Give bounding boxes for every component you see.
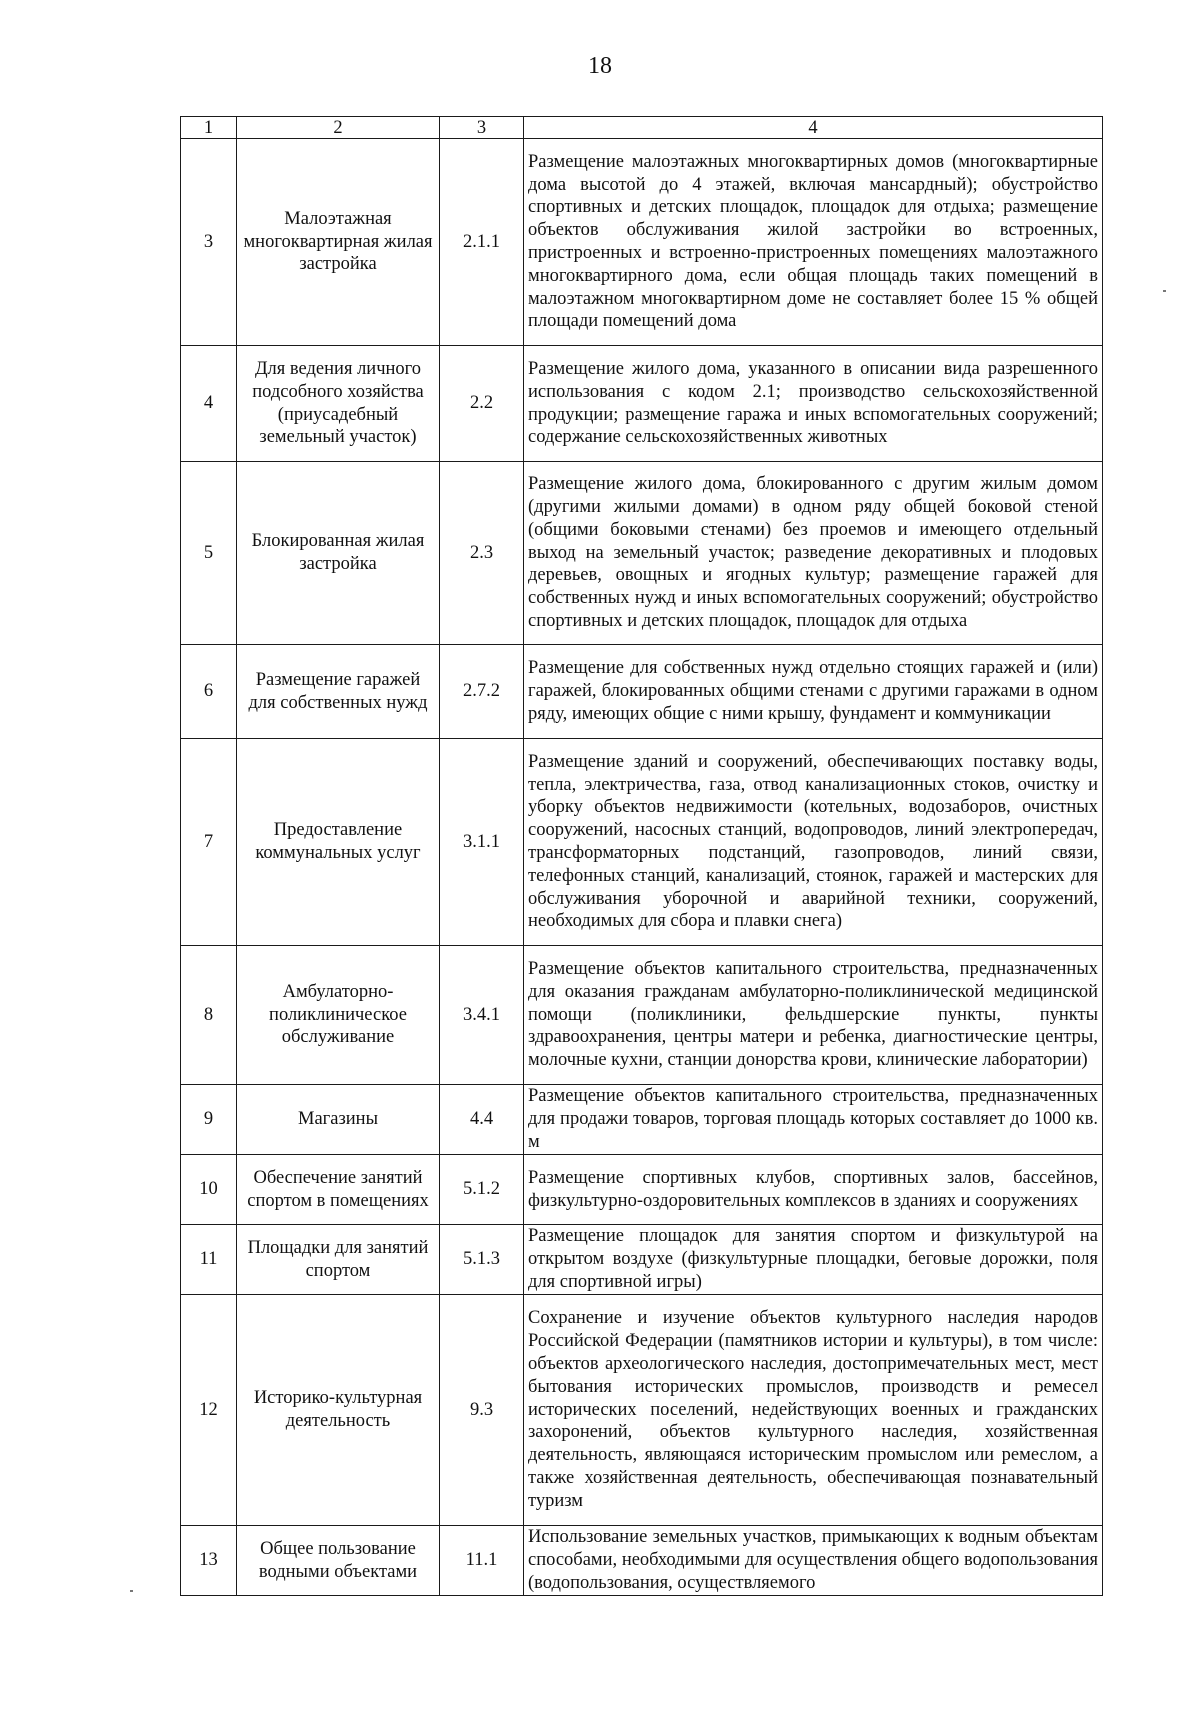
use-type-code: 4.4 bbox=[440, 1085, 524, 1155]
use-type-description: Размещение малоэтажных многоквартирных домов (многоквартирные дома высотой до 4 этажей, включая мансардный); обустройство спортивных и детских площадок, площадок для отдыха; размещение объектов обслуживания жилой застройки во встроенных, пристроенных и встроенно-пристроенных помещениях малоэтажного многоквартирного дома, если общая площадь таких помещений в малоэтажном многоквартирном доме не составляет более 15 % общей площади помещений дома bbox=[524, 139, 1103, 346]
table-row bbox=[181, 1225, 1103, 1295]
table-row bbox=[181, 739, 1103, 946]
table-row bbox=[181, 946, 1103, 1085]
use-type-description: Размещение для собственных нужд отдельно стоящих гаражей и (или) гаражей, блокированных общими стенами с другими гаражами в одном ряду, имеющих общие с ними крышу, фундамент и коммуникации bbox=[524, 645, 1103, 739]
use-type-name: Общее пользование водными объектами bbox=[237, 1526, 440, 1596]
table-row bbox=[181, 462, 1103, 645]
use-type-description: Использование земельных участков, примыкающих к водным объектам способами, необходимыми для осуществления общего водопользования (водопользования, осуществляемого bbox=[524, 1526, 1103, 1596]
use-type-name: Амбулаторно-поликлиническое обслуживание bbox=[237, 946, 440, 1085]
use-type-code: 3.4.1 bbox=[440, 946, 524, 1085]
use-type-name: Малоэтажная многоквартирная жилая застройка bbox=[237, 139, 440, 346]
row-number: 6 bbox=[181, 645, 237, 739]
use-type-name: Обеспечение занятий спортом в помещениях bbox=[237, 1155, 440, 1225]
table-row bbox=[181, 1085, 1103, 1155]
use-type-name: Размещение гаражей для собственных нужд bbox=[237, 645, 440, 739]
table-header-row bbox=[181, 117, 1103, 139]
row-number: 3 bbox=[181, 139, 237, 346]
column-header: 2 bbox=[237, 117, 440, 139]
scan-mark bbox=[1163, 290, 1166, 292]
use-type-code: 11.1 bbox=[440, 1526, 524, 1596]
use-type-name: Магазины bbox=[237, 1085, 440, 1155]
use-type-code: 2.3 bbox=[440, 462, 524, 645]
use-type-name: Предоставление коммунальных услуг bbox=[237, 739, 440, 946]
row-number: 5 bbox=[181, 462, 237, 645]
row-number: 12 bbox=[181, 1295, 237, 1526]
use-type-code: 5.1.2 bbox=[440, 1155, 524, 1225]
table-row bbox=[181, 1155, 1103, 1225]
use-type-code: 5.1.3 bbox=[440, 1225, 524, 1295]
use-type-description: Размещение зданий и сооружений, обеспечивающих поставку воды, тепла, электричества, газа, отвод канализационных стоков, очистку и уборку объектов недвижимости (котельных, водозаборов, очистных сооружений, насосных станций, водопроводов, линий электропередач, трансформаторных подстанций, газопроводов, линий связи, телефонных станций, канализаций, стоянок, гаражей и мастерских для обслуживания уборочной и аварийной техники, сооружений, необходимых для сбора и плавки снега) bbox=[524, 739, 1103, 946]
row-number: 9 bbox=[181, 1085, 237, 1155]
row-number: 7 bbox=[181, 739, 237, 946]
row-number: 10 bbox=[181, 1155, 237, 1225]
column-header: 1 bbox=[181, 117, 237, 139]
use-type-description: Размещение объектов капитального строительства, предназначенных для оказания гражданам амбулаторно-поликлинической медицинской помощи (поликлиники, фельдшерские пункты, пункты здравоохранения, центры матери и ребенка, диагностические центры, молочные кухни, станции донорства крови, клинические лаборатории) bbox=[524, 946, 1103, 1085]
use-type-description: Размещение площадок для занятия спортом и физкультурой на открытом воздухе (физкультурные площадки, беговые дорожки, поля для спортивной игры) bbox=[524, 1225, 1103, 1295]
use-type-code: 2.1.1 bbox=[440, 139, 524, 346]
column-header: 3 bbox=[440, 117, 524, 139]
use-type-description: Размещение объектов капитального строительства, предназначенных для продажи товаров, торговая площадь которых составляет до 1000 кв. м bbox=[524, 1085, 1103, 1155]
land-use-table bbox=[180, 116, 1103, 1596]
use-type-description: Размещение жилого дома, блокированного с другим жилым домом (другими жилыми домами) в одном ряду общей боковой стеной (общими боковыми стенами) без проемов и имеющего отдельный выход на земельный участок; разведение декоративных и плодовых деревьев, овощных и ягодных культур; размещение гаражей для собственных нужд и иных вспомогательных сооружений; обустройство спортивных и детских площадок, площадок для отдыха bbox=[524, 462, 1103, 645]
table-row bbox=[181, 139, 1103, 346]
scan-mark bbox=[130, 1590, 133, 1592]
use-type-code: 2.7.2 bbox=[440, 645, 524, 739]
table-row bbox=[181, 1526, 1103, 1596]
row-number: 4 bbox=[181, 346, 237, 462]
use-type-name: Площадки для занятий спортом bbox=[237, 1225, 440, 1295]
use-type-code: 3.1.1 bbox=[440, 739, 524, 946]
row-number: 13 bbox=[181, 1526, 237, 1596]
use-type-code: 9.3 bbox=[440, 1295, 524, 1526]
use-type-name: Историко-культурная деятельность bbox=[237, 1295, 440, 1526]
use-type-description: Размещение спортивных клубов, спортивных залов, бассейнов, физкультурно-оздоровительных комплексов в зданиях и сооружениях bbox=[524, 1155, 1103, 1225]
use-type-description: Сохранение и изучение объектов культурного наследия народов Российской Федерации (памятников истории и культуры), в том числе: объектов археологического наследия, достопримечательных мест, мест бытования исторических промыслов, производств и ремесел исторических поселений, недействующих военных и гражданских захоронений, объектов культурного наследия, хозяйственная деятельность, являющаяся историческим промыслом или ремеслом, а также хозяйственная деятельность, обеспечивающая познавательный туризм bbox=[524, 1295, 1103, 1526]
row-number: 8 bbox=[181, 946, 237, 1085]
use-type-code: 2.2 bbox=[440, 346, 524, 462]
use-type-description: Размещение жилого дома, указанного в описании вида разрешенного использования с кодом 2.1; производство сельскохозяйственной продукции; размещение гаража и иных вспомогательных сооружений; содержание сельскохозяйственных животных bbox=[524, 346, 1103, 462]
use-type-name: Блокированная жилая застройка bbox=[237, 462, 440, 645]
row-number: 11 bbox=[181, 1225, 237, 1295]
column-header: 4 bbox=[524, 117, 1103, 139]
page-number: 18 bbox=[588, 53, 612, 79]
table-row bbox=[181, 645, 1103, 739]
table-row bbox=[181, 346, 1103, 462]
use-type-name: Для ведения личного подсобного хозяйства (приусадебный земельный участок) bbox=[237, 346, 440, 462]
table-row bbox=[181, 1295, 1103, 1526]
